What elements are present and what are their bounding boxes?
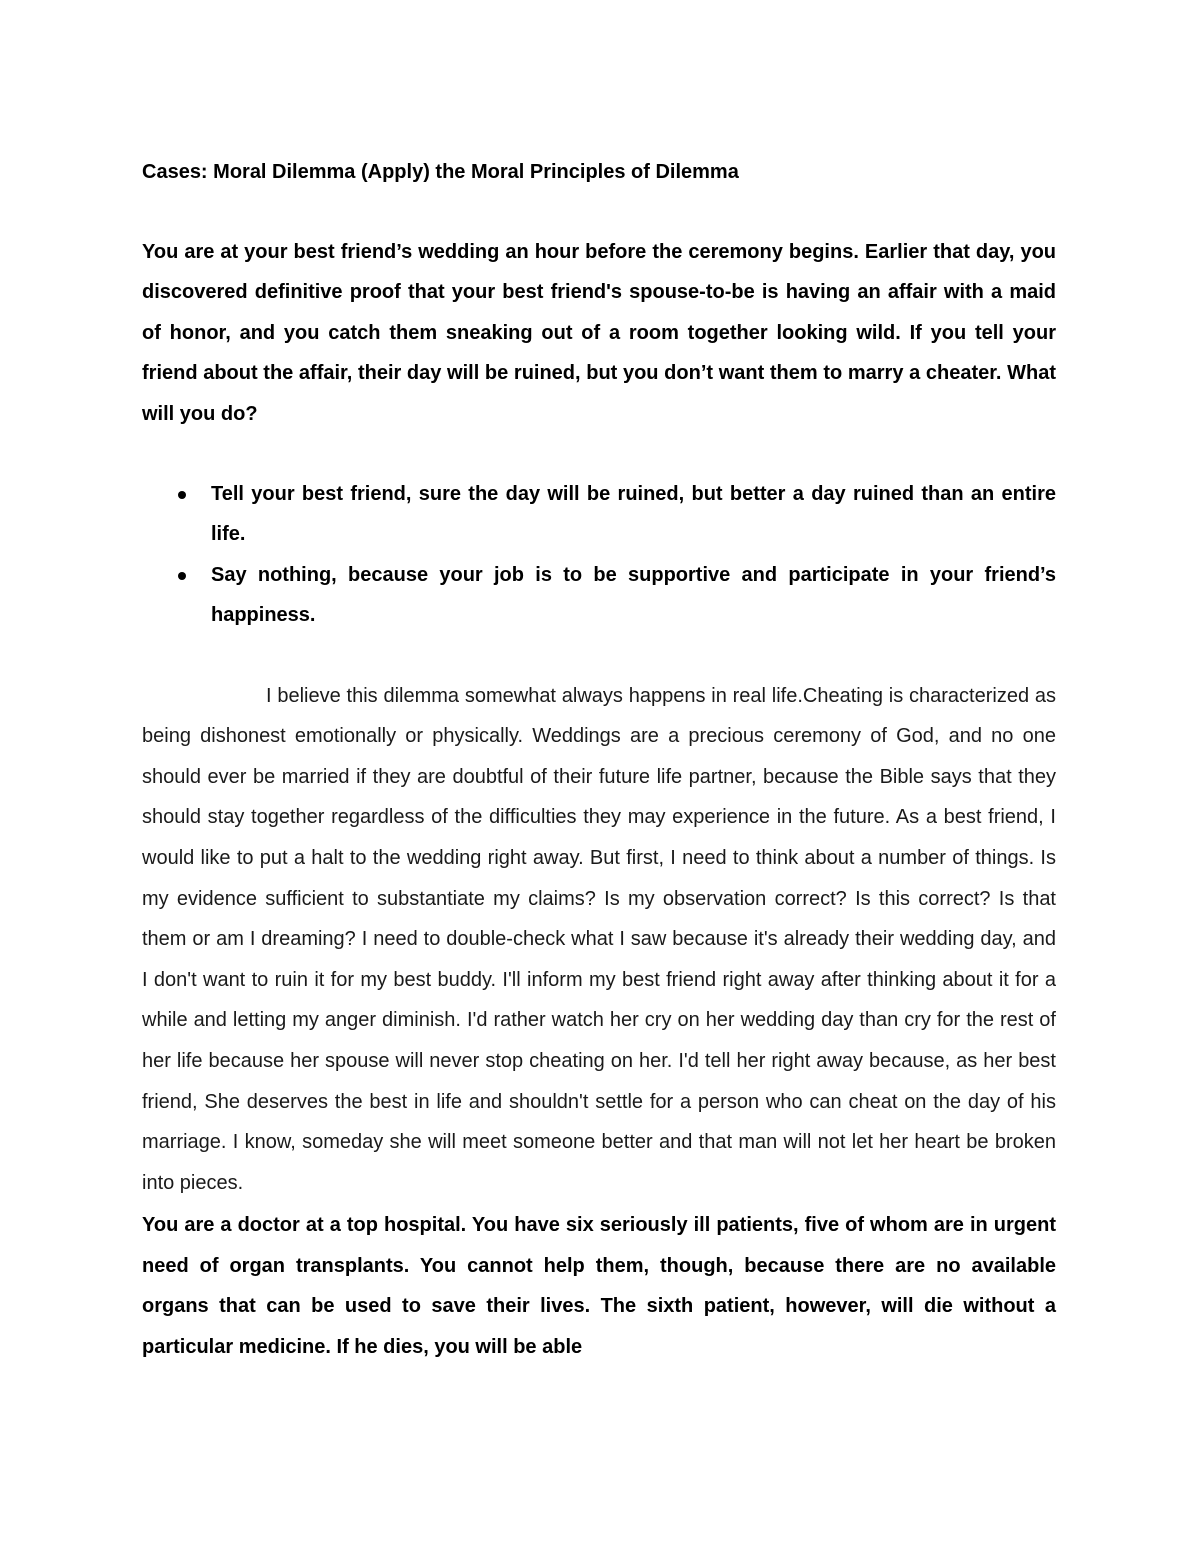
document-title: Cases: Moral Dilemma (Apply) the Moral Principles of Dilemma xyxy=(142,161,739,183)
option-text: Tell your best friend, sure the day will be ruined, but better a day ruined than an entire life. xyxy=(211,483,1056,546)
document-page xyxy=(142,152,1056,1367)
case-2-prompt: You are a doctor at a top hospital. You have six seriously ill patients, five of whom are in urgent need of organ transplants. You cannot help them, though, because there are no available organs that can be used to save their lives. The sixth patient, however, will die without a particular medicine. If he dies, you will be able xyxy=(142,1214,1056,1358)
bullet-icon xyxy=(178,491,186,499)
case-1-response: I believe this dilemma somewhat always happens in real life.Cheating is characterized as being dishonest emotionally or physically. Weddings are a precious ceremony of God, and no one should ever be married if they are doubtful of their future life partner, because the Bible says that they should stay together regardless of the difficulties they may experience in the future. As a best friend, I would like to put a halt to the wedding right away. But first, I need to think about a number of things. Is my evidence sufficient to substantiate my claims? Is my observation correct? Is this correct? Is that them or am I dreaming? I need to double-check what I saw because it's already their wedding day, and I don't want to ruin it for my best buddy. I'll inform my best friend right away after thinking about it for a while and letting my anger diminish. I'd rather watch her cry on her wedding day than cry for the rest of her life because her spouse will never stop cheating on her. I'd tell her right away because, as her best friend, She deserves the best in life and shouldn't settle for a person who can cheat on the day of his marriage. I know, someday she will meet someone better and that man will not let her heart be broken into pieces. xyxy=(142,684,1056,1194)
bullet-icon xyxy=(178,572,186,580)
blank-line xyxy=(142,636,1056,676)
case-1-prompt: You are at your best friend’s wedding an hour before the ceremony begins. Earlier that day, you discovered definitive proof that your best friend's spouse-to-be is having an affair with a maid of honor, and you catch them sneaking out of a room together looking wild. If you tell your friend about the affair, their day will be ruined, but you don’t want them to marry a cheater. What will you do? xyxy=(142,241,1056,425)
blank-line xyxy=(142,192,1056,232)
case-1-options-list xyxy=(142,474,1056,636)
list-item xyxy=(211,474,1056,555)
option-text: Say nothing, because your job is to be supportive and participate in your friend’s happiness. xyxy=(211,563,1056,627)
blank-line xyxy=(142,434,1056,474)
list-item xyxy=(211,555,1056,636)
